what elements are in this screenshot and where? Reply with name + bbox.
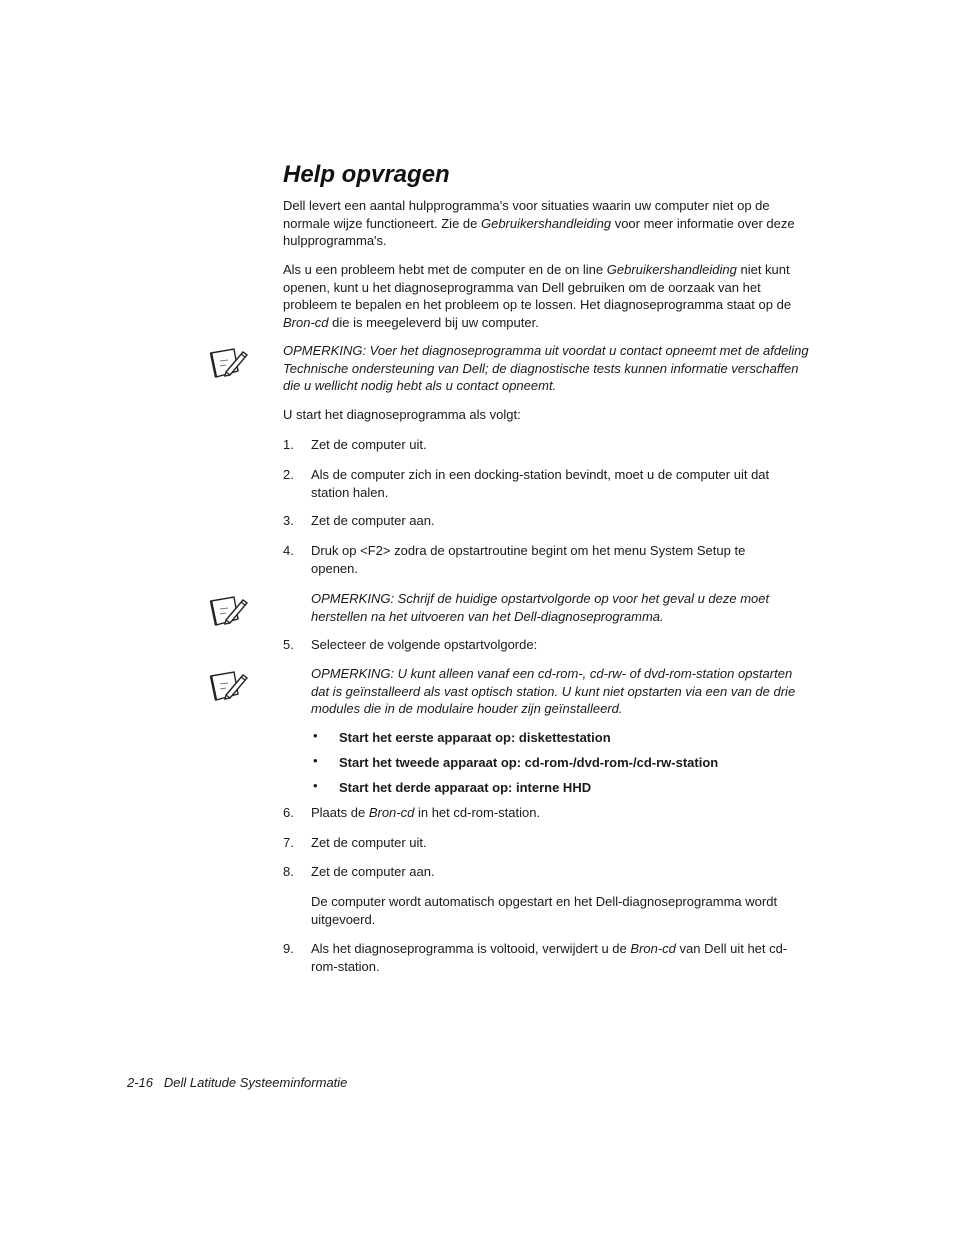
step-text: Zet de computer aan. [311,513,435,528]
start-instruction: U start het diagnoseprogramma als volgt: [283,407,521,422]
intro-paragraph-2: Als u een probleem hebt met de computer en de on line Gebruikershandleiding niet kunt openen, kunt u het diagnoseprogramma van Dell gebruiken om de oorzaak van het probleem te bepalen en het probleem op te lossen. Het diagnoseprogramma staat op de Bron-cd die is meegeleverd bij uw computer. [283,262,792,330]
footer-title: Dell Latitude Systeeminformatie [163,1075,348,1090]
boot-order-item: Start het derde apparaat op: interne HHD [339,780,592,795]
step-text: Zet de computer aan. [311,864,435,879]
boot-order-item: Start het eerste apparaat op: diskettestation [339,730,611,745]
note-pencil-icon [208,345,248,381]
bullet-marker: • [313,778,318,793]
note-pencil-icon [208,668,248,704]
step-number: 6. [283,805,294,820]
step-number: 8. [283,864,294,879]
step-number: 5. [283,637,294,652]
step-text: Zet de computer uit. [311,437,427,452]
step-number: 1. [283,437,294,452]
bullet-marker: • [313,728,318,743]
note-1: OPMERKING: Voer het diagnoseprogramma uit voordat u contact opneemt met de afdeling Technische ondersteuning van Dell; de diagnostische tests kunnen informatie verschaffen die u wellicht nodig hebt als u contact opneemt. [283,343,809,393]
step-text: Zet de computer uit. [311,835,427,850]
step-number: 2. [283,467,294,482]
boot-order-item: Start het tweede apparaat op: cd-rom-/dvd-rom-/cd-rw-station [339,755,719,770]
page-title: Help opvragen [283,161,450,188]
step-number: 4. [283,543,294,558]
step-number: 3. [283,513,294,528]
note-2: OPMERKING: Schrijf de huidige opstartvolgorde op voor het geval u deze moet herstellen na het uitvoeren van het Dell-diagnoseprogramma. [311,591,770,624]
page-footer [127,1074,347,1092]
step-8-detail: De computer wordt automatisch opgestart en het Dell-diagnoseprogramma wordt uitgevoerd. [311,894,778,927]
note-pencil-icon [208,593,248,629]
step-text: Plaats de Bron-cd in het cd-rom-station. [311,805,541,820]
step-text: Als de computer zich in een docking-station bevindt, moet u de computer uit dat station halen. [311,467,770,500]
intro-paragraph-1: Dell levert een aantal hulpprogramma's voor situaties waarin uw computer niet op de normale wijze functioneert. Zie de Gebruikershandleiding voor meer informatie over deze hulpprogramma's. [283,198,795,248]
step-text: Druk op <F2> zodra de opstartroutine begint om het menu System Setup te openen. [311,543,746,576]
note-3: OPMERKING: U kunt alleen vanaf een cd-rom-, cd-rw- of dvd-rom-station opstarten dat is geïnstalleerd als vast optisch station. U kunt niet opstarten via een van de drie modules die in de modulaire houder zijn geïnstalleerd. [311,666,796,716]
step-number: 9. [283,941,294,956]
step-number: 7. [283,835,294,850]
bullet-marker: • [313,753,318,768]
page-number: 2-16 [127,1075,154,1090]
step-text: Als het diagnoseprogramma is voltooid, verwijdert u de Bron-cd van Dell uit het cd-rom-station. [311,941,788,974]
step-text: Selecteer de volgende opstartvolgorde: [311,637,538,652]
